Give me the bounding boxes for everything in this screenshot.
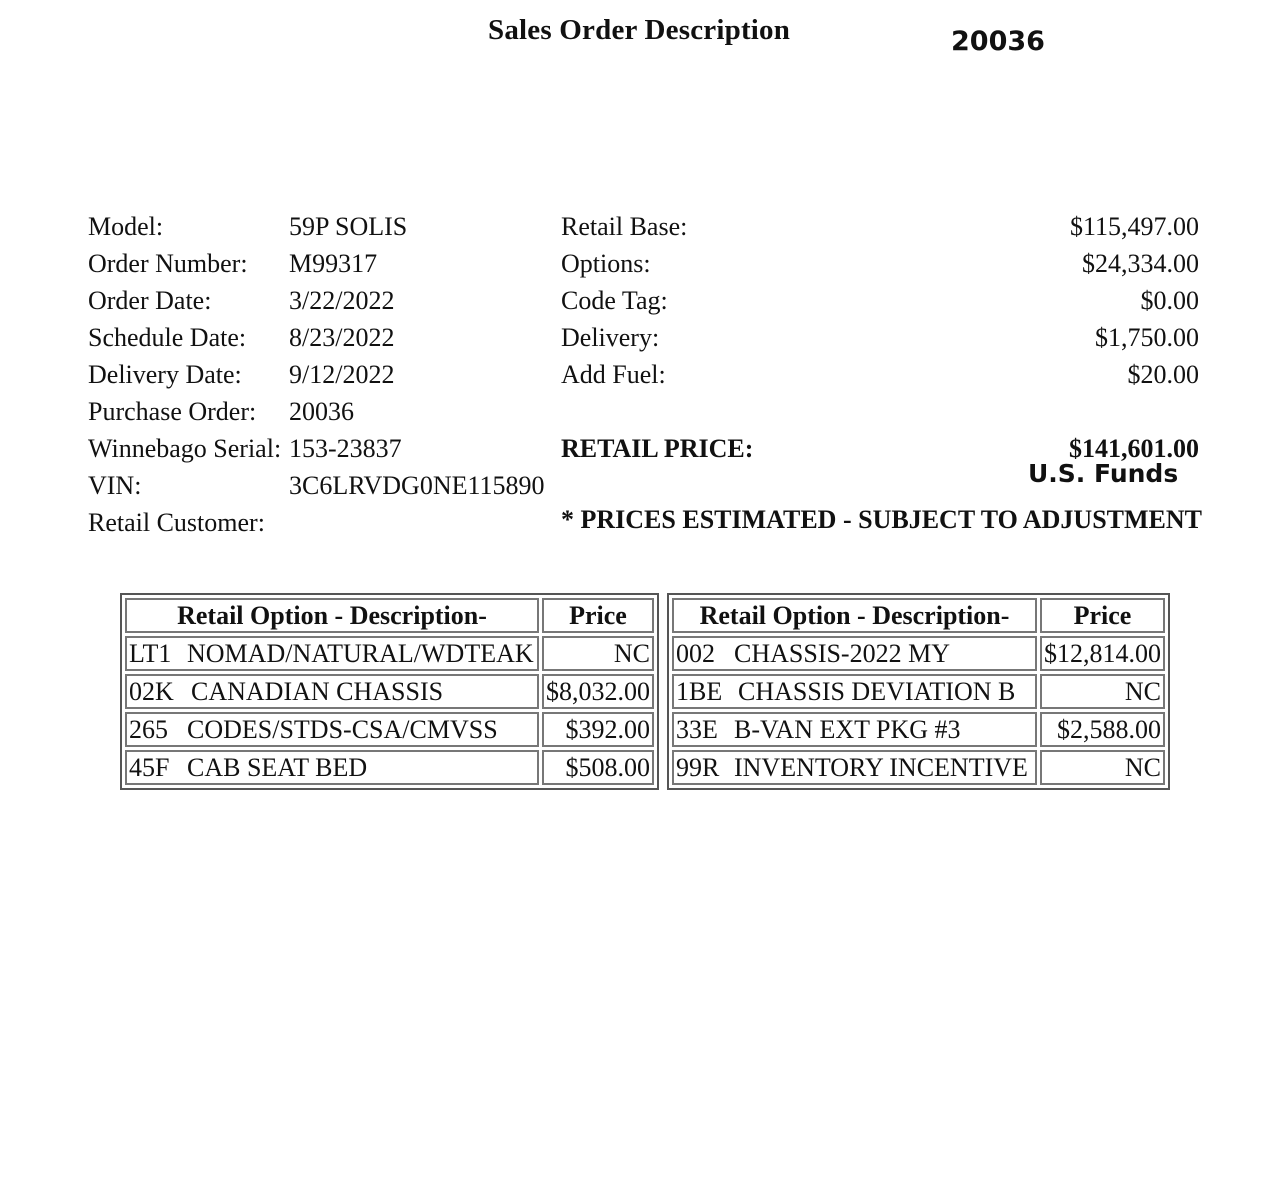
price-row-code-tag xyxy=(561,282,1199,319)
table-row xyxy=(125,636,654,671)
column-header-description: Retail Option - Description- xyxy=(672,598,1037,633)
option-code: 265 xyxy=(129,714,168,744)
price-row-spacer xyxy=(561,393,1199,430)
price-value: $24,334.00 xyxy=(1082,249,1199,278)
retail-price-label: RETAIL PRICE: xyxy=(561,434,754,463)
price-label: Code Tag: xyxy=(561,286,668,315)
option-description: CODES/STDS-CSA/CMVSS xyxy=(187,714,498,744)
option-price: NC xyxy=(542,636,654,671)
option-code: 02K xyxy=(129,676,174,706)
info-value: 8/23/2022 xyxy=(289,323,395,352)
option-price: $2,588.00 xyxy=(1040,712,1165,747)
currency-note: U.S. Funds xyxy=(1028,459,1179,488)
option-description-cell xyxy=(125,712,539,747)
price-value: $1,750.00 xyxy=(1095,323,1199,352)
option-code: 45F xyxy=(129,752,170,782)
info-label: Purchase Order: xyxy=(88,397,257,426)
info-value: 153-23837 xyxy=(289,434,402,463)
price-label: Options: xyxy=(561,249,651,278)
table-row xyxy=(125,674,654,709)
option-price: NC xyxy=(1040,750,1165,785)
price-label: Delivery: xyxy=(561,323,660,352)
info-value: 3C6LRVDG0NE115890 xyxy=(289,471,545,500)
options-table-left xyxy=(120,593,659,790)
option-price: $12,814.00 xyxy=(1040,636,1165,671)
info-value: M99317 xyxy=(289,249,378,278)
column-header-price: Price xyxy=(1040,598,1165,633)
info-value: 59P SOLIS xyxy=(289,212,408,241)
price-row-retail-base xyxy=(561,208,1199,245)
option-description-cell xyxy=(672,674,1037,709)
price-row-add-fuel xyxy=(561,356,1199,393)
estimate-disclaimer: * PRICES ESTIMATED - SUBJECT TO ADJUSTMENT xyxy=(561,505,1203,534)
price-row-options xyxy=(561,245,1199,282)
option-code: 002 xyxy=(676,638,715,668)
info-label: Winnebago Serial: xyxy=(88,434,282,463)
option-code: LT1 xyxy=(129,638,172,668)
info-label: Order Date: xyxy=(88,286,212,315)
option-description-cell xyxy=(672,712,1037,747)
table-row xyxy=(672,674,1165,709)
info-value: 20036 xyxy=(289,397,354,426)
option-description-cell xyxy=(125,674,539,709)
option-price: $392.00 xyxy=(542,712,654,747)
option-code: 99R xyxy=(676,752,720,782)
price-value: $20.00 xyxy=(1127,360,1199,389)
price-label: Add Fuel: xyxy=(561,360,666,389)
retail-price-value: $141,601.00 xyxy=(1069,434,1199,463)
info-label: Schedule Date: xyxy=(88,323,247,352)
option-description-cell xyxy=(125,636,539,671)
info-label: Model: xyxy=(88,212,164,241)
options-table-right xyxy=(667,593,1170,790)
option-description: B-VAN EXT PKG #3 xyxy=(734,714,961,744)
column-header-price: Price xyxy=(542,598,654,633)
column-header-description: Retail Option - Description- xyxy=(125,598,539,633)
option-description: CHASSIS-2022 MY xyxy=(734,638,950,668)
option-price: NC xyxy=(1040,674,1165,709)
table-header-row xyxy=(672,598,1165,633)
option-price: $8,032.00 xyxy=(542,674,654,709)
info-value: 9/12/2022 xyxy=(289,360,395,389)
pricing-section xyxy=(561,208,1199,467)
option-description-cell xyxy=(672,750,1037,785)
table-row xyxy=(672,712,1165,747)
table-row xyxy=(125,712,654,747)
price-value: $115,497.00 xyxy=(1069,212,1199,241)
option-price: $508.00 xyxy=(542,750,654,785)
info-label: Delivery Date: xyxy=(88,360,242,389)
option-description: CHASSIS DEVIATION B xyxy=(738,676,1016,706)
info-label: VIN: xyxy=(88,471,142,500)
table-header-row xyxy=(125,598,654,633)
info-value: 3/22/2022 xyxy=(289,286,395,315)
option-description: NOMAD/NATURAL/WDTEAK xyxy=(187,638,534,668)
table-row xyxy=(125,750,654,785)
option-code: 33E xyxy=(676,714,718,744)
option-description: CANADIAN CHASSIS xyxy=(191,676,444,706)
price-row-delivery xyxy=(561,319,1199,356)
option-description: CAB SEAT BED xyxy=(187,752,368,782)
page-title: Sales Order Description xyxy=(488,14,791,46)
table-row xyxy=(672,636,1165,671)
price-label: Retail Base: xyxy=(561,212,688,241)
option-description-cell xyxy=(125,750,539,785)
option-description: INVENTORY INCENTIVE xyxy=(734,752,1028,782)
table-row xyxy=(672,750,1165,785)
option-description-cell xyxy=(672,636,1037,671)
info-label: Retail Customer: xyxy=(88,508,265,537)
info-label: Order Number: xyxy=(88,249,248,278)
option-code: 1BE xyxy=(676,676,723,706)
order-reference-number: 20036 xyxy=(951,26,1045,57)
price-value: $0.00 xyxy=(1140,286,1199,315)
